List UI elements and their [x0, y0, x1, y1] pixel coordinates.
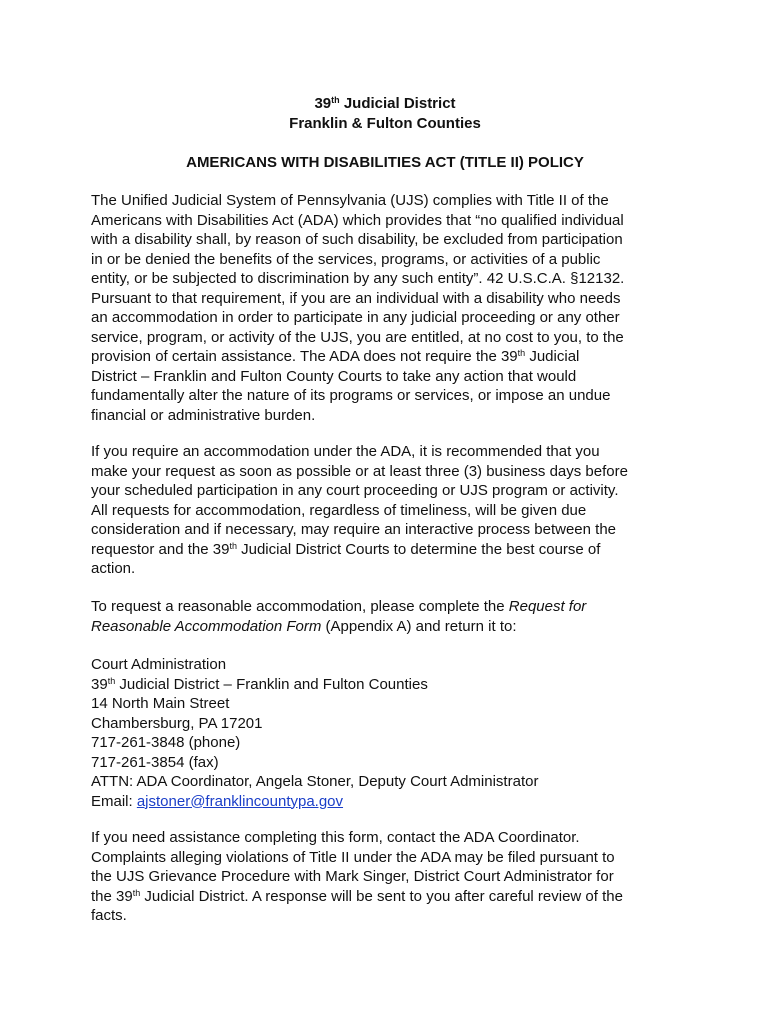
address-line: Court Administration — [91, 656, 227, 673]
text-line: provision of certain assistance. The ADA does not require the 39th Judicial — [91, 348, 580, 365]
text-line: consideration and if necessary, may require an interactive process between the — [91, 521, 617, 538]
counties-title: Franklin & Fulton Counties — [289, 114, 481, 132]
text-line: Americans with Disabilities Act (ADA) which provides that “no qualified individual — [91, 211, 624, 229]
document-header — [0, 94, 770, 133]
text-line: in or be denied the benefits of the services, programs, or activities of a public — [91, 250, 601, 268]
text-line: with a disability shall, by reason of such disability, be excluded from participation — [91, 231, 623, 248]
complaints-paragraph — [91, 828, 691, 926]
attention-line: ATTN: ADA Coordinator, Angela Stoner, Deputy Court Administrator — [91, 773, 539, 790]
text-line: financial or administrative burden. — [91, 406, 316, 424]
text-line: District – Franklin and Fulton County Courts to take any action that would — [91, 367, 577, 385]
address-block — [91, 655, 691, 811]
phone-line: 717-261-3848 (phone) — [91, 734, 241, 751]
request-form-paragraph — [91, 597, 691, 636]
text-line: If you need assistance completing this form, contact the ADA Coordinator. — [91, 829, 580, 846]
email-line: Email: ajstoner@franklincountypa.gov — [91, 792, 344, 810]
text-line: facts. — [91, 907, 127, 924]
email-link[interactable]: ajstoner@franklincountypa.gov — [136, 792, 344, 810]
request-timing-paragraph — [91, 442, 691, 579]
text-line: Complaints alleging violations of Title II under the ADA may be filed pursuant to — [91, 848, 615, 866]
text-line: the 39th Judicial District. A response will be sent to you after careful review of the — [91, 887, 623, 905]
address-line: 39th Judicial District – Franklin and Fulton Counties — [91, 675, 428, 693]
text-line: requestor and the 39th Judicial District Courts to determine the best course of — [91, 540, 601, 558]
text-line: the UJS Grievance Procedure with Mark Singer, District Court Administrator for — [91, 868, 614, 885]
district-title: 39th Judicial District — [314, 95, 456, 112]
text-line: fundamentally alter the nature of its programs or services, or impose an undue — [91, 387, 611, 404]
text-line: Pursuant to that requirement, if you are an individual with a disability who needs — [91, 289, 621, 307]
text-line: All requests for accommodation, regardless of timeliness, will be given due — [91, 501, 587, 519]
address-line: Chambersburg, PA 17201 — [91, 714, 263, 732]
text-line: service, program, or activity of the UJS, you are entitled, at no cost to you, to the — [91, 328, 624, 346]
text-line: entity, or be subjected to discrimination by any such entity”. 42 U.S.C.A. §12132. — [91, 270, 625, 287]
text-line: your scheduled participation in any court proceeding or UJS program or activity. — [91, 482, 619, 499]
text-line: make your request as soon as possible or at least three (3) business days before — [91, 462, 628, 480]
address-line: 14 North Main Street — [91, 695, 230, 712]
text-line: If you require an accommodation under the ADA, it is recommended that you — [91, 443, 600, 460]
text-line: The Unified Judicial System of Pennsylvania (UJS) complies with Title II of the — [91, 192, 609, 209]
text-line: Reasonable Accommodation Form (Appendix A) and return it to: — [91, 617, 517, 635]
policy-paragraph — [91, 191, 691, 425]
fax-line: 717-261-3854 (fax) — [91, 753, 219, 771]
text-line: an accommodation in order to participate in any judicial proceeding or any other — [91, 309, 620, 326]
text-line: action. — [91, 560, 136, 577]
text-line: To request a reasonable accommodation, please complete the Request for — [91, 598, 587, 615]
policy-title: AMERICANS WITH DISABILITIES ACT (TITLE II) POLICY — [186, 154, 584, 171]
